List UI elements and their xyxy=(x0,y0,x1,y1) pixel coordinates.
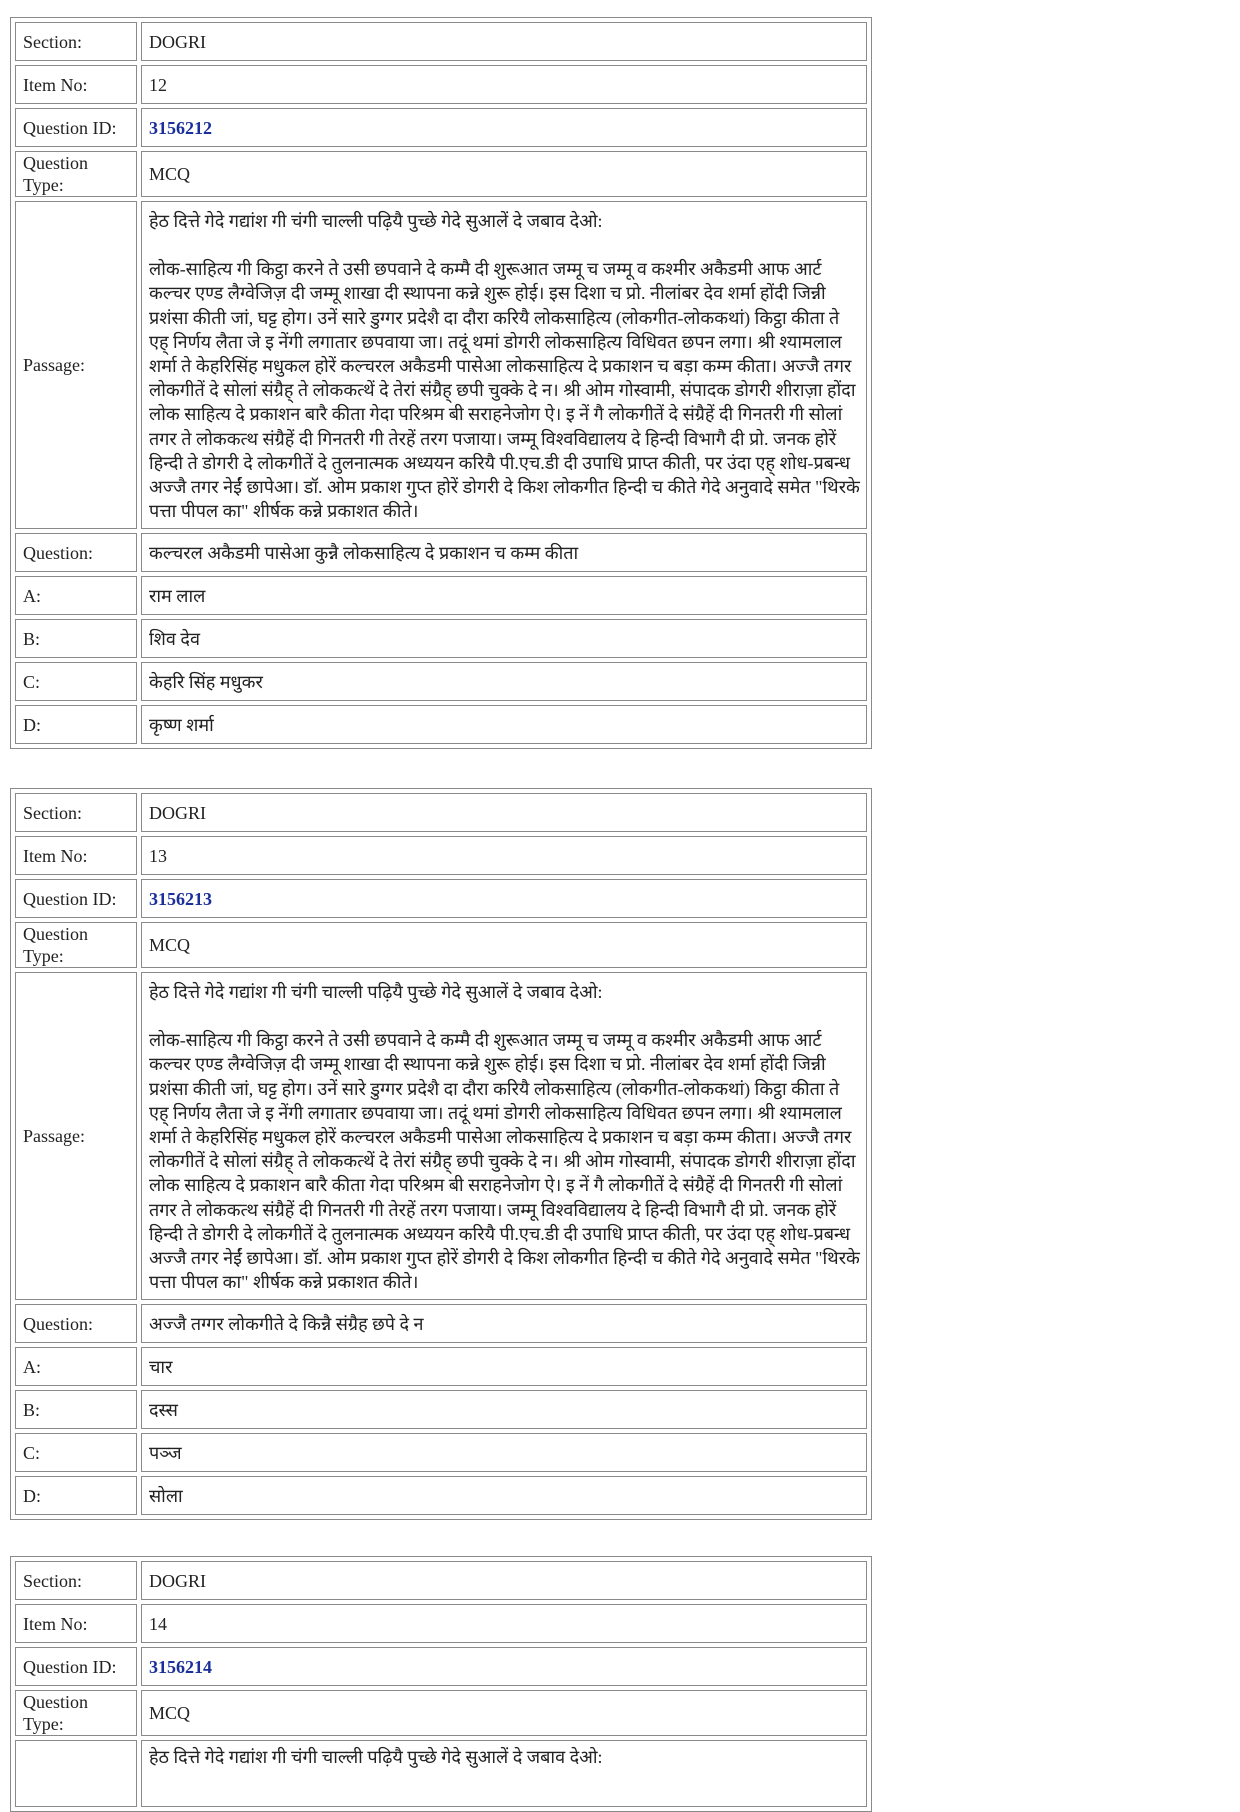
question-type-value: MCQ xyxy=(141,151,867,197)
question-text: कल्चरल अकैडमी पासेआ कुन्नै लोकसाहित्य दे प्रकाशन च कम्म कीता xyxy=(141,533,867,572)
question-type-label: Question Type: xyxy=(15,922,137,968)
question-id-value xyxy=(141,879,867,918)
passage-cell xyxy=(141,972,867,1300)
option-d-label: D: xyxy=(15,1476,137,1515)
option-a-label: A: xyxy=(15,1347,137,1386)
section-label: Section: xyxy=(15,1561,137,1600)
option-a-text: राम लाल xyxy=(141,576,867,615)
option-b-text: दस्स xyxy=(141,1390,867,1429)
option-c-text: केहरि सिंह मधुकर xyxy=(141,662,867,701)
option-b-label: B: xyxy=(15,619,137,658)
question-id-text: 3156214 xyxy=(149,1656,212,1677)
question-text: अज्जै तग्गर लोकगीते दे किन्नै संग्रैह छपे दे न xyxy=(141,1304,867,1343)
question-id-label: Question ID: xyxy=(15,108,137,147)
option-a-text: चार xyxy=(141,1347,867,1386)
item-no-value: 14 xyxy=(141,1604,867,1643)
passage-instruction: हेठ दित्ते गेदे गद्यांश गी चंगी चाल्ली पढ़ियै पुच्छे गेदे सुआलें दे जबाव देओ: xyxy=(149,982,603,1002)
section-value: DOGRI xyxy=(141,793,867,832)
question-block-13 xyxy=(10,788,872,1520)
question-type-value: MCQ xyxy=(141,922,867,968)
option-c-label: C: xyxy=(15,1433,137,1472)
passage-label: Passage: xyxy=(15,201,137,529)
question-type-label: Question Type: xyxy=(15,1690,137,1736)
question-type-value: MCQ xyxy=(141,1690,867,1736)
option-d-text: सोला xyxy=(141,1476,867,1515)
question-type-label: Question Type: xyxy=(15,151,137,197)
passage-label: Passage: xyxy=(15,972,137,1300)
item-no-label: Item No: xyxy=(15,836,137,875)
question-block-14 xyxy=(10,1556,872,1812)
option-c-label: C: xyxy=(15,662,137,701)
question-label: Question: xyxy=(15,1304,137,1343)
option-d-label: D: xyxy=(15,705,137,744)
question-id-text: 3156213 xyxy=(149,888,212,909)
option-d-text: कृष्ण शर्मा xyxy=(141,705,867,744)
item-no-label: Item No: xyxy=(15,1604,137,1643)
option-b-text: शिव देव xyxy=(141,619,867,658)
passage-label-partial xyxy=(15,1740,137,1807)
question-id-label: Question ID: xyxy=(15,1647,137,1686)
question-id-value xyxy=(141,1647,867,1686)
passage-instruction-partial: हेठ दित्ते गेदे गद्यांश गी चंगी चाल्ली पढ़ियै पुच्छे गेदे सुआलें दे जबाव देओ: xyxy=(141,1740,867,1807)
section-value: DOGRI xyxy=(141,1561,867,1600)
section-label: Section: xyxy=(15,793,137,832)
option-b-label: B: xyxy=(15,1390,137,1429)
question-block-12 xyxy=(10,17,872,749)
passage-text: लोक-साहित्य गी किट्ठा करने ते उसी छपवाने दे कम्मै दी शुरूआत जम्मू च जम्मू व कश्मीर अकैडमी आफ आर्ट कल्चर एण्ड लैग्वेजिज़ दी जम्मू शाखा दी स्थापना कन्ने शुरू होई। इस दिशा च प्रो. नीलांबर देव शर्मा होंदी जिन्नी प्रशंसा कीती जां, घट्ट होग। उनें सारे डुग्गर प्रदेशै दा दौरा करियै लोकसाहित्य (लोकगीत-लोककथां) किट्ठा कीता ते एह् निर्णय लैता जे इ नेंगी लगातार छपवाया जा। तदूं थमां डोगरी लोकसाहित्य विधिवत छपन लगा। श्री श्यामलाल शर्मा ते केहरिसिंह मधुकल होरें कल्चरल अकैडमी पासेआ लोकसाहित्य दे प्रकाशन च बड़ा कम्म कीता। अज्जै तगर लोकगीतें दे सोलां संग्रैह् ते लोककत्थें दे तेरां संग्रैह् छपी चुक्के दे न। श्री ओम गोस्वामी, संपादक डोगरी शीराज़ा होंदा लोक साहित्य दे प्रकाशन बारै कीता गेदा परिश्रम बी सराहनेजोग ऐ। इ नें गै लोकगीतें दे संग्रैहें दी गिनतरी गी सोलां तगर ते लोककत्थ संग्रैहें दी गिनतरी गी तेरहें तरग पजाया। जम्मू विश्वविद्यालय दे हिन्दी विभागै दी प्रो. जनक होरें हिन्दी ते डोगरी दे लोकगीतें दे तुलनात्मक अध्ययन करियै पी.एच.डी दी उपाधि प्राप्त कीती, पर उंदा एह् शोध-प्रबन्ध अज्जै तगर नेईं छापेआ। डॉ. ओम प्रकाश गुप्त होरें डोगरी दे किश लोकगीत हिन्दी च कीते गेदे अनुवादे समेत "थिरके पत्ता पीपल का" शीर्षक कन्ने प्रकाशत कीते। xyxy=(149,1030,860,1293)
question-label: Question: xyxy=(15,533,137,572)
passage-cell xyxy=(141,201,867,529)
passage-instruction: हेठ दित्ते गेदे गद्यांश गी चंगी चाल्ली पढ़ियै पुच्छे गेदे सुआलें दे जबाव देओ: xyxy=(149,211,603,231)
option-a-label: A: xyxy=(15,576,137,615)
question-id-label: Question ID: xyxy=(15,879,137,918)
item-no-label: Item No: xyxy=(15,65,137,104)
section-label: Section: xyxy=(15,22,137,61)
question-id-text: 3156212 xyxy=(149,117,212,138)
question-id-value xyxy=(141,108,867,147)
item-no-value: 12 xyxy=(141,65,867,104)
passage-text: लोक-साहित्य गी किट्ठा करने ते उसी छपवाने दे कम्मै दी शुरूआत जम्मू च जम्मू व कश्मीर अकैडमी आफ आर्ट कल्चर एण्ड लैग्वेजिज़ दी जम्मू शाखा दी स्थापना कन्ने शुरू होई। इस दिशा च प्रो. नीलांबर देव शर्मा होंदी जिन्नी प्रशंसा कीती जां, घट्ट होग। उनें सारे डुग्गर प्रदेशै दा दौरा करियै लोकसाहित्य (लोकगीत-लोककथां) किट्ठा कीता ते एह् निर्णय लैता जे इ नेंगी लगातार छपवाया जा। तदूं थमां डोगरी लोकसाहित्य विधिवत छपन लगा। श्री श्यामलाल शर्मा ते केहरिसिंह मधुकल होरें कल्चरल अकैडमी पासेआ लोकसाहित्य दे प्रकाशन च बड़ा कम्म कीता। अज्जै तगर लोकगीतें दे सोलां संग्रैह् ते लोककत्थें दे तेरां संग्रैह् छपी चुक्के दे न। श्री ओम गोस्वामी, संपादक डोगरी शीराज़ा होंदा लोक साहित्य दे प्रकाशन बारै कीता गेदा परिश्रम बी सराहनेजोग ऐ। इ नें गै लोकगीतें दे संग्रैहें दी गिनतरी गी सोलां तगर ते लोककत्थ संग्रैहें दी गिनतरी गी तेरहें तरग पजाया। जम्मू विश्वविद्यालय दे हिन्दी विभागै दी प्रो. जनक होरें हिन्दी ते डोगरी दे लोकगीतें दे तुलनात्मक अध्ययन करियै पी.एच.डी दी उपाधि प्राप्त कीती, पर उंदा एह् शोध-प्रबन्ध अज्जै तगर नेईं छापेआ। डॉ. ओम प्रकाश गुप्त होरें डोगरी दे किश लोकगीत हिन्दी च कीते गेदे अनुवादे समेत "थिरके पत्ता पीपल का" शीर्षक कन्ने प्रकाशत कीते। xyxy=(149,259,860,522)
item-no-value: 13 xyxy=(141,836,867,875)
section-value: DOGRI xyxy=(141,22,867,61)
option-c-text: पञ्ज xyxy=(141,1433,867,1472)
